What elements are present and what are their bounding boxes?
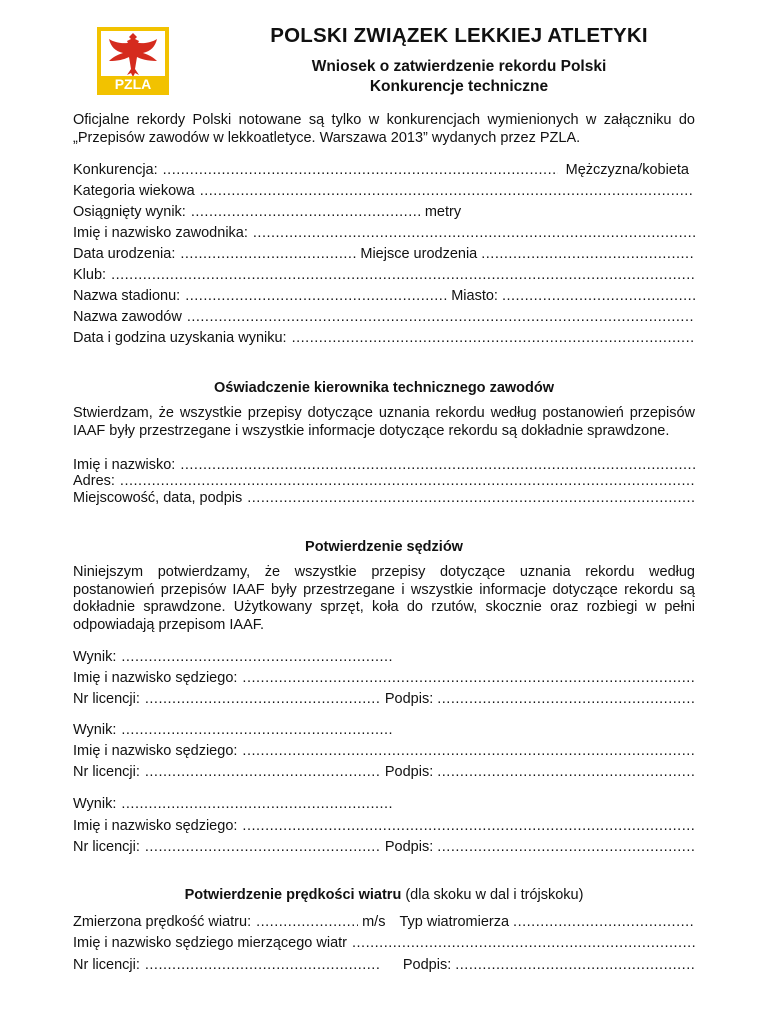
unit-label: metry: [424, 204, 462, 220]
fill-line[interactable]: [185, 286, 447, 306]
fill-line[interactable]: [352, 933, 695, 953]
field-stadion[interactable]: Nazwa stadionu: ..... Miasto: .....: [73, 286, 695, 306]
fill-line[interactable]: [256, 912, 358, 932]
fill-line[interactable]: [437, 762, 695, 782]
gauge-type-label: Typ wiatromierza: [399, 914, 510, 930]
fill-line[interactable]: [200, 181, 692, 201]
field-klub[interactable]: Klub: .....: [73, 265, 695, 285]
fill-line[interactable]: [145, 837, 381, 857]
fill-line[interactable]: [242, 741, 695, 761]
field-konkurencja[interactable]: Konkurencja: ..... Mężczyzna/kobieta: [73, 160, 695, 180]
fill-line[interactable]: [163, 160, 558, 180]
fill-line[interactable]: [437, 837, 695, 857]
field-zawody[interactable]: Nazwa zawodów .....: [73, 307, 695, 327]
field-wind-licence[interactable]: Nr licencji: ..... Podpis: .....: [73, 955, 695, 975]
wind-heading-title: Potwierdzenie prędkości wiatru: [184, 887, 402, 903]
signature-label: Podpis:: [384, 691, 434, 707]
gender-label: Mężczyzna/kobieta: [565, 162, 689, 178]
miejsce-urodzenia-label: Miejsce urodzenia: [360, 246, 478, 262]
field-judge1-name[interactable]: Imię i nazwisko sędziego: .....: [73, 668, 695, 688]
logo-text: PZLA: [114, 76, 152, 92]
fill-line[interactable]: [180, 244, 356, 264]
field-judge3-result[interactable]: Wynik: .....: [73, 794, 695, 814]
fill-line[interactable]: [121, 794, 393, 814]
fill-line[interactable]: [145, 689, 381, 709]
field-judge3-licence[interactable]: Nr licencji: ..... Podpis: .....: [73, 837, 695, 857]
fill-line[interactable]: [187, 307, 695, 327]
judges-statement: Niniejszym potwierdzamy, że wszystkie przepisy dotyczące uznania rekordu według postanowień przepisów IAAF były przestrzegane i wszystkie informacje dotyczące rekordu są dokładnie sprawdzone. Użytkowany sprzęt, koła do rzutów, skocznie oraz rozbiegi w pełni odpowiadają przepisom IAAF.: [73, 564, 695, 633]
fill-line[interactable]: [292, 328, 695, 348]
form-title: Wniosek o zatwierdzenie rekordu Polski: [311, 58, 607, 75]
field-tech-place-signature[interactable]: Miejscowość, data, podpis .....: [73, 488, 695, 508]
fill-line[interactable]: [242, 668, 695, 688]
fill-line[interactable]: [111, 265, 695, 285]
tech-director-statement: Stwierdzam, że wszystkie przepisy dotyczące uznania rekordu według postanowień przepisów IAAF były przestrzegane i wszystkie informacje dotyczące rekordu są dokładnie sprawdzone.: [73, 405, 695, 439]
field-judge1-result[interactable]: Wynik: .....: [73, 647, 695, 667]
field-judge2-licence[interactable]: Nr licencji: ..... Podpis: .....: [73, 762, 695, 782]
fill-line[interactable]: [247, 488, 695, 508]
signature-label: Podpis:: [384, 839, 434, 855]
signature-label: Podpis:: [402, 957, 452, 973]
org-title: POLSKI ZWIĄZEK LEKKIEJ ATLETYKI: [270, 24, 648, 47]
field-wynik[interactable]: Osiągnięty wynik: ..... metry: [73, 202, 695, 222]
fill-line[interactable]: [145, 955, 381, 975]
field-judge2-result[interactable]: Wynik: .....: [73, 720, 695, 740]
fill-line[interactable]: [513, 912, 695, 932]
form-subtitle: Konkurencje techniczne: [369, 78, 549, 95]
signature-label: Podpis:: [384, 764, 434, 780]
fill-line[interactable]: [455, 955, 695, 975]
fill-line[interactable]: [253, 223, 695, 243]
judges-heading: Potwierdzenie sędziów: [305, 539, 463, 555]
field-judge1-licence[interactable]: Nr licencji: ..... Podpis: .....: [73, 689, 695, 709]
fill-line[interactable]: [481, 244, 695, 264]
tech-director-heading: Oświadczenie kierownika technicznego zawodów: [213, 380, 555, 396]
field-judge2-name[interactable]: Imię i nazwisko sędziego: .....: [73, 741, 695, 761]
miasto-label: Miasto:: [451, 288, 498, 304]
wind-heading-note: (dla skoku w dal i trójskoku): [405, 887, 584, 903]
field-data-godzina[interactable]: Data i godzina uzyskania wyniku: .....: [73, 328, 695, 348]
wind-heading: [73, 887, 695, 903]
fill-line[interactable]: [145, 762, 381, 782]
fill-line[interactable]: [191, 202, 421, 222]
fill-line[interactable]: [121, 720, 393, 740]
intro-paragraph: Oficjalne rekordy Polski notowane są tylko w konkurencjach wymienionych w załączniku do „Przepisów zawodów w lekkoatletyce. Warszawa 2013” wydanych przez PZLA.: [73, 112, 695, 146]
field-wind-speed[interactable]: Zmierzona prędkość wiatru: ..... m/s Typ wiatromierza .....: [73, 912, 695, 932]
fill-line[interactable]: [121, 647, 393, 667]
fill-line[interactable]: [502, 286, 695, 306]
fill-line[interactable]: [242, 816, 695, 836]
field-wind-judge[interactable]: Imię i nazwisko sędziego mierzącego wiatr .....: [73, 933, 695, 953]
field-kategoria[interactable]: Kategoria wiekowa .....: [73, 181, 695, 201]
field-data-urodzenia[interactable]: Data urodzenia: ..... Miejsce urodzenia .....: [73, 244, 695, 264]
field-tech-address[interactable]: Adres: .....: [73, 471, 695, 491]
field-judge3-name[interactable]: Imię i nazwisko sędziego: .....: [73, 816, 695, 836]
fill-line[interactable]: [437, 689, 695, 709]
field-zawodnik[interactable]: Imię i nazwisko zawodnika: .....: [73, 223, 695, 243]
field-tech-name[interactable]: Imię i nazwisko: .....: [73, 455, 695, 475]
unit-label: m/s: [362, 914, 386, 930]
